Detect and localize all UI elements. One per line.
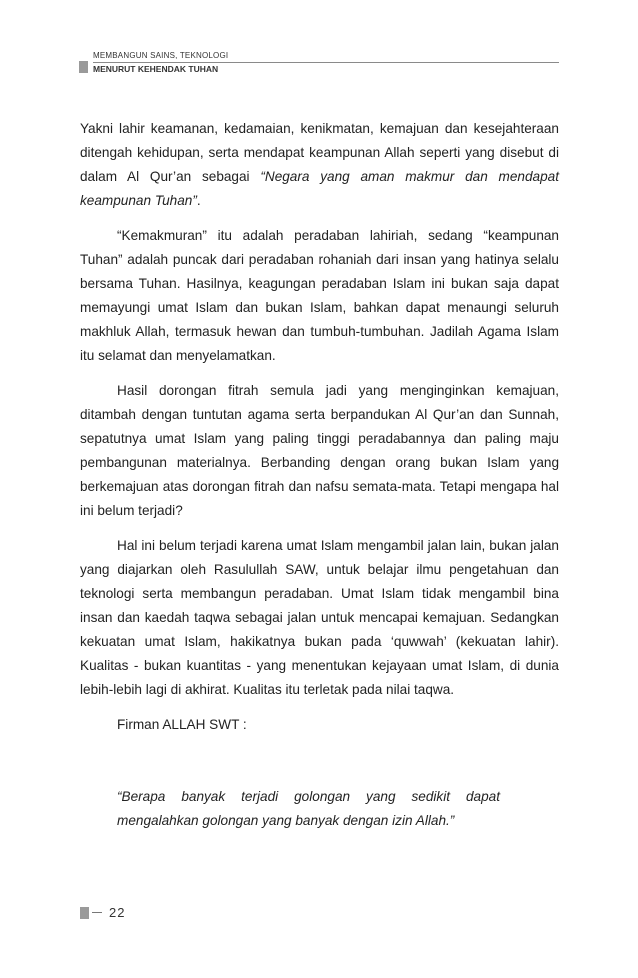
page-number: 22 bbox=[109, 905, 126, 920]
running-header-subtitle: MENURUT KEHENDAK TUHAN bbox=[93, 64, 219, 74]
paragraph-1-end: . bbox=[196, 193, 201, 208]
paragraph-3: Hasil dorongan fitrah semula jadi yang menginginkan kemajuan, ditambah dengan tuntutan agama serta berpandukan Al Qur’an dan Sunnah, sepatutnya umat Islam yang paling tinggi peradabannya dan paling maju pembangunan materialnya. Berbanding dengan orang bukan Islam yang berkemajuan atas dorongan fitrah dan nafsu semata-mata. Tetapi mengapa hal ini belum terjadi? bbox=[80, 383, 559, 518]
paragraph-1-quote: “Negara yang aman makmur dan mendapat keampunan Tuhan” bbox=[80, 169, 559, 208]
header-rule bbox=[93, 62, 559, 63]
paragraph-1-text: Yakni lahir keamanan, kedamaian, kenikmatan, kemajuan dan kesejahteraan ditengah kehidupan, serta mendapat keampunan Allah seperti yang disebut di dalam Al Qur’an sebagai bbox=[80, 121, 559, 184]
paragraph-2: “Kemakmuran” itu adalah peradaban lahiriah, sedang “keampunan Tuhan” adalah puncak dari peradaban rohaniah dari insan yang hatinya selalu bersama Tuhan. Hasilnya, keagungan peradaban Islam ini bukan saja dapat memayungi umat Islam dan bukan Islam, bahkan dapat menaungi seluruh makhluk Allah, termasuk hewan dan tumbuh-tumbuhan. Jadilah Agama Islam itu selamat dan menyelamatkan. bbox=[80, 228, 559, 363]
paragraph-1 bbox=[80, 117, 559, 213]
paragraph-5: Firman ALLAH SWT : bbox=[117, 717, 247, 732]
footer-marker bbox=[80, 907, 89, 919]
quran-quote: “Berapa banyak terjadi golongan yang sedikit dapat mengalahkan golongan yang banyak dengan izin Allah.” bbox=[117, 789, 500, 828]
body-text bbox=[80, 117, 559, 748]
running-header-title: MEMBANGUN SAINS, TEKNOLOGI bbox=[93, 51, 229, 60]
header-marker bbox=[79, 61, 88, 73]
paragraph-4: Hal ini belum terjadi karena umat Islam mengambil jalan lain, bukan jalan yang diajarkan oleh Rasulullah SAW, untuk belajar ilmu pengetahuan dan teknologi serta membangun peradaban. Umat Islam tidak mengambil bina insan dan kaedah taqwa sebagai jalan untuk mencapai kemajuan. Sedangkan kekuatan umat Islam, hakikatnya bukan pada ‘quwwah’ (kekuatan lahir). Kualitas - bukan kuantitas - yang menentukan kejayaan umat Islam, di dunia lebih-lebih lagi di akhirat. Kualitas itu terletak pada nilai taqwa. bbox=[80, 538, 559, 697]
footer-dash bbox=[92, 912, 102, 913]
